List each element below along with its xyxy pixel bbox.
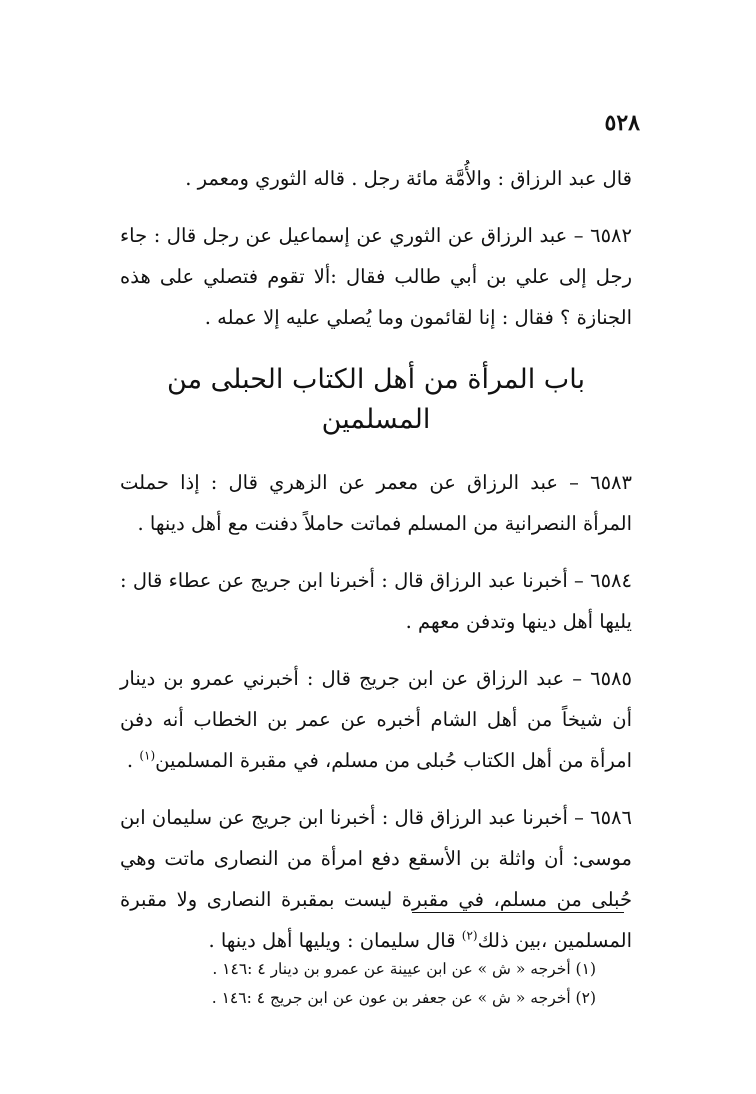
footnote-1: (١) أخرجه « ش » عن ابن عيينة عن عمرو بن دينار ٤ :١٤٦ . bbox=[212, 960, 596, 978]
hadith-6586-text: ٦٥٨٦ – أخبرنا عبد الرزاق قال : أخبرنا ابن جريج عن سليمان ابن موسى: أن واثلة بن الأسقع دفع امرأة من النصارى ماتت وهي حُبلى من مسلم، في مقبرة ليست بمقبرة النصارى ولا مقبرة المسلمين ،بين ذلك bbox=[120, 806, 632, 952]
hadith-6586-end: قال سليمان : ويليها أهل دينها . bbox=[208, 929, 462, 952]
footnotes bbox=[156, 955, 596, 1013]
page-number: ٥٢٨ bbox=[604, 110, 640, 136]
hadith-6583: ٦٥٨٣ – عبد الرزاق عن معمر عن الزهري قال : إذا حملت المرأة النصرانية من المسلم فماتت حاملاً دفنت مع أهل دينها . bbox=[120, 471, 632, 535]
chapter-heading: باب المرأة من أهل الكتاب الحبلى من المسلمين bbox=[167, 364, 585, 435]
footnote-ref-1: (١) bbox=[139, 748, 156, 763]
hadith-6586 bbox=[120, 797, 632, 961]
paragraph-commentary: قال عبد الرزاق : والأُمَّة مائة رجل . قاله الثوري ومعمر . bbox=[185, 167, 632, 190]
hadith-6582: ٦٥٨٢ – عبد الرزاق عن الثوري عن إسماعيل عن رجل قال : جاء رجل إلى علي بن أبي طالب فقال :ألا تقوم فتصلي على هذه الجنازة ؟ فقال : إنا لقائمون وما يُصلي عليه إلا عمله . bbox=[120, 224, 632, 329]
footnote-2: (٢) أخرجه « ش » عن جعفر بن عون عن ابن جريج ٤ :١٤٦ . bbox=[211, 989, 596, 1007]
hadith-6585-text: ٦٥٨٥ – عبد الرزاق عن ابن جريج قال : أخبرني عمرو بن دينار أن شيخاً من أهل الشام أخبره عن عمر بن الخطاب أنه دفن امرأة من أهل الكتاب حُبلى من مسلم، في مقبرة المسلمين bbox=[120, 667, 632, 772]
hadith-6584: ٦٥٨٤ – أخبرنا عبد الرزاق قال : أخبرنا ابن جريج عن عطاء قال : يليها أهل دينها وتدفن معهم . bbox=[120, 569, 632, 633]
footnote-ref-2: (٢) bbox=[461, 928, 478, 943]
footnote-divider bbox=[412, 912, 624, 913]
hadith-6585-end: . bbox=[126, 749, 140, 772]
main-text bbox=[120, 158, 632, 977]
hadith-6585 bbox=[120, 658, 632, 781]
